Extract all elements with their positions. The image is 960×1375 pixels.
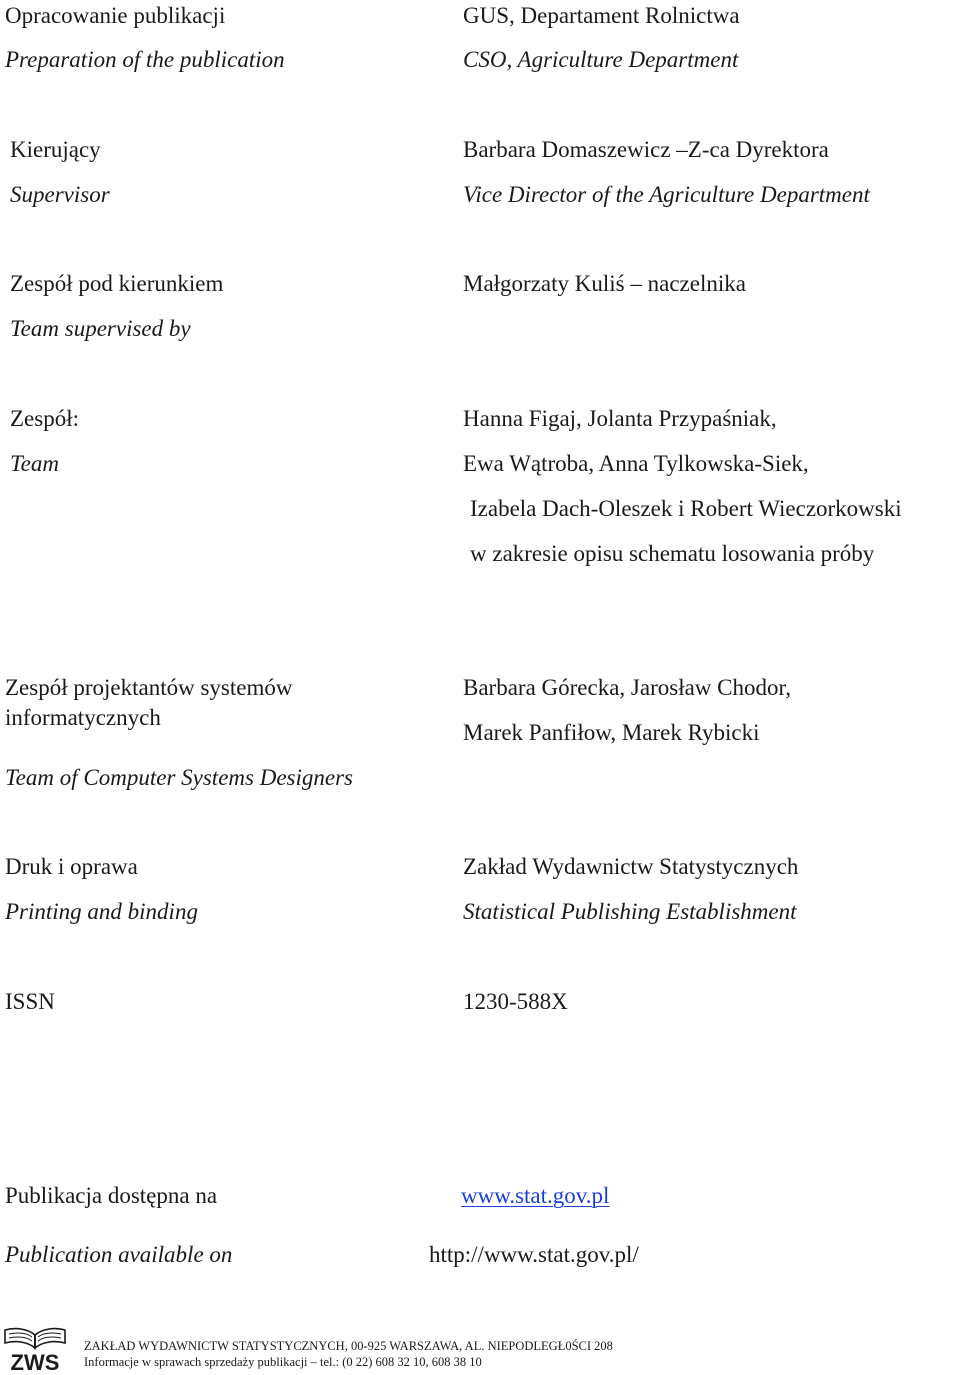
team-scope-note: w zakresie opisu schematu losowania próby — [470, 541, 875, 566]
publication-value-pl: GUS, Departament Rolnictwa — [463, 3, 740, 28]
team-member-line: Hanna Figaj, Jolanta Przypaśniak, — [463, 406, 777, 431]
team-member-line: Izabela Dach-Oleszek i Robert Wieczorkowski — [470, 496, 902, 521]
team-label-pl: Zespół: — [10, 406, 79, 431]
availability-label-pl: Publikacja dostępna na — [5, 1183, 218, 1208]
team-supervised-label-en: Team supervised by — [10, 316, 191, 341]
printing-value-en: Statistical Publishing Establishment — [463, 899, 797, 924]
supervisor-label-pl: Kierujący — [10, 137, 101, 162]
logo-lettering: ZWS — [10, 1350, 60, 1372]
publication-label-en: Preparation of the publication — [5, 47, 285, 72]
designers-label-en: Team of Computer Systems Designers — [5, 765, 353, 790]
designers-label-pl-line2: informatycznych — [5, 705, 161, 730]
team-supervised-label-pl: Zespół pod kierunkiem — [10, 271, 224, 296]
printing-label-en: Printing and binding — [5, 899, 198, 924]
team-label-en: Team — [10, 451, 59, 476]
website-url: http://www.stat.gov.pl/ — [429, 1242, 639, 1267]
issn-value: 1230-588X — [463, 989, 568, 1014]
supervisor-value-pl: Barbara Domaszewicz –Z-ca Dyrektora — [463, 137, 829, 162]
designers-label-pl-line1: Zespół projektantów systemów — [5, 675, 293, 700]
publication-value-en: CSO, Agriculture Department — [463, 47, 739, 72]
team-supervised-value: Małgorzaty Kuliś – naczelnika — [463, 271, 746, 296]
printing-label-pl: Druk i oprawa — [5, 854, 138, 879]
designer-names-line: Barbara Górecka, Jarosław Chodor, — [463, 675, 791, 700]
zws-logo-icon — [2, 1326, 68, 1372]
team-member-line: Ewa Wątroba, Anna Tylkowska-Siek, — [463, 451, 809, 476]
website-link[interactable]: www.stat.gov.pl — [461, 1183, 610, 1208]
availability-label-en: Publication available on — [5, 1242, 233, 1267]
footer-sales-info: Informacje w sprawach sprzedaży publikacji – tel.: (0 22) 608 32 10, 608 38 10 — [84, 1355, 482, 1369]
issn-label: ISSN — [5, 989, 55, 1014]
supervisor-value-en: Vice Director of the Agriculture Department — [463, 182, 870, 207]
designer-names-line: Marek Panfiłow, Marek Rybicki — [463, 720, 760, 745]
supervisor-label-en: Supervisor — [10, 182, 110, 207]
printing-value-pl: Zakład Wydawnictw Statystycznych — [463, 854, 799, 879]
publication-label-pl: Opracowanie publikacji — [5, 3, 226, 28]
footer-address: ZAKŁAD WYDAWNICTW STATYSTYCZNYCH, 00-925 WARSZAWA, AL. NIEPODLEGŁ0ŚCI 208 — [84, 1339, 613, 1353]
